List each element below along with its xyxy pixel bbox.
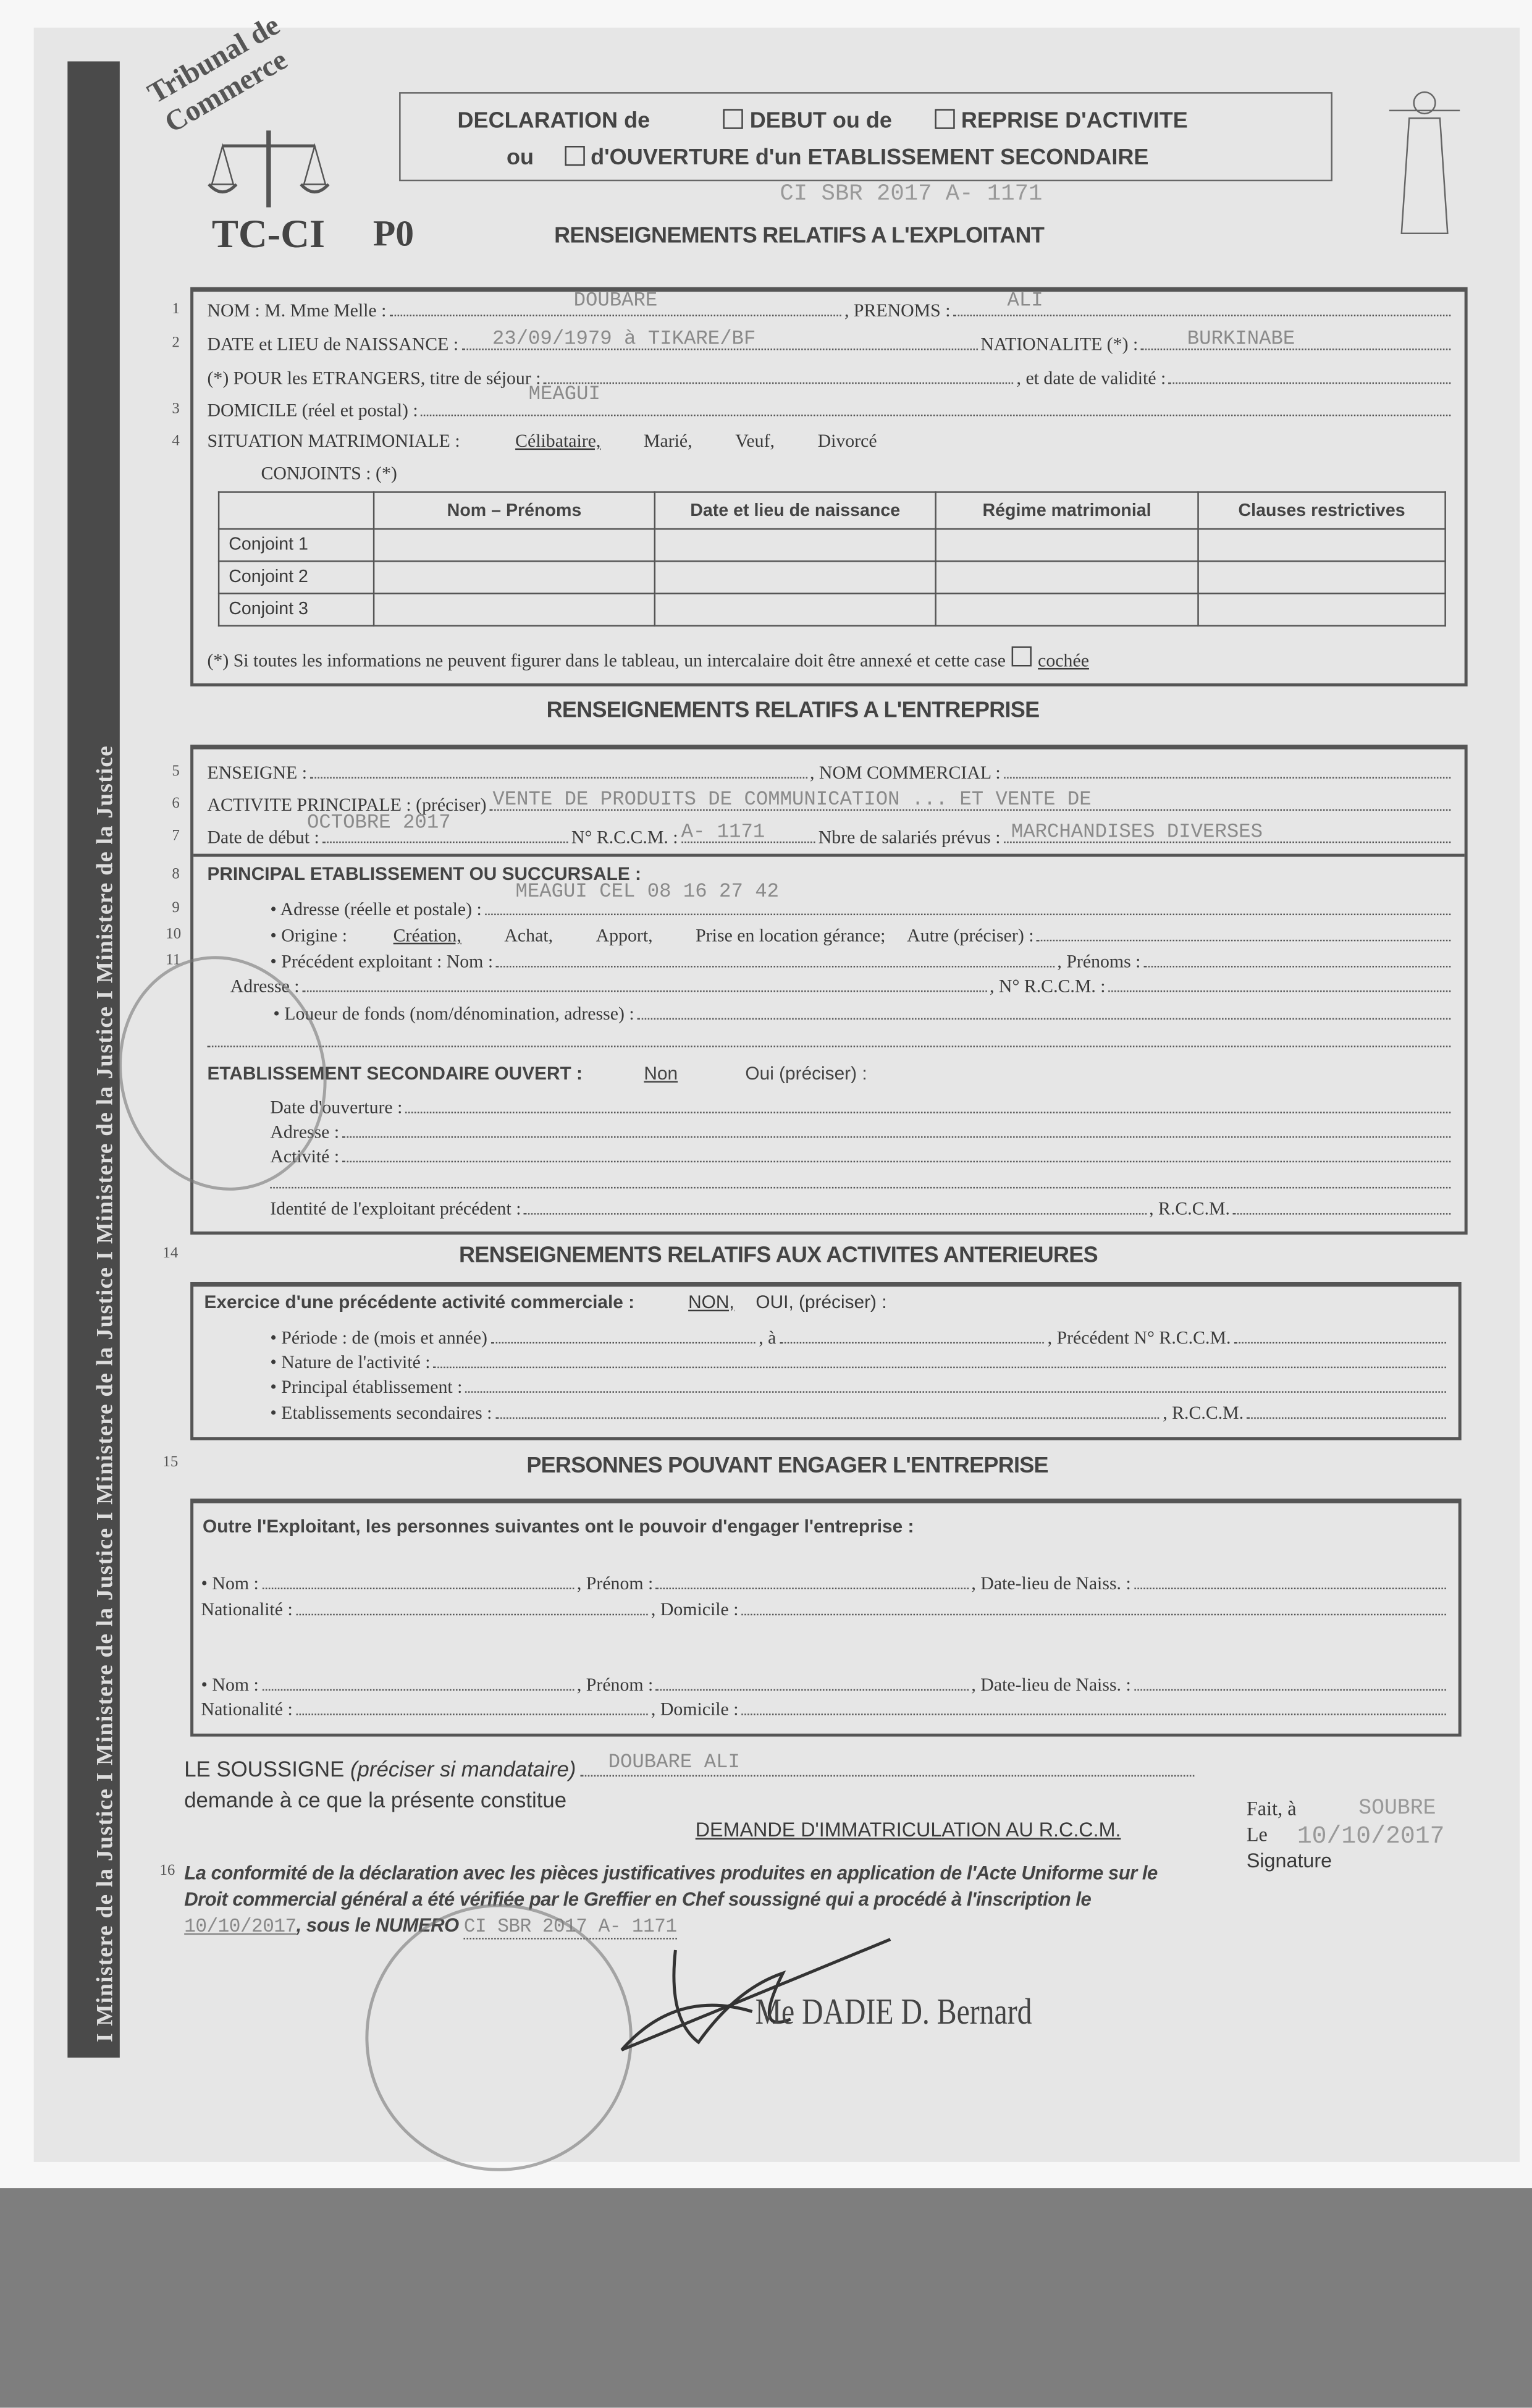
declaration-line-2	[507, 146, 1148, 171]
soussigne-note: (préciser si mandataire)	[350, 1756, 576, 1781]
demande-title: DEMANDE D'IMMATRICULATION AU R.C.C.M.	[695, 1818, 1121, 1841]
naissance-value: 23/09/1979 à TIKARE/BF	[492, 327, 756, 350]
line-number: 3	[172, 400, 180, 418]
naissance-field[interactable]	[461, 327, 977, 350]
adresse2-label: Adresse :	[230, 974, 300, 997]
secondaire-label: ETABLISSEMENT SECONDAIRE OUVERT :	[207, 1062, 583, 1084]
numero-value: CI SBR 2017 A- 1171	[464, 1916, 677, 1939]
person-1-nom-field[interactable]	[262, 1571, 574, 1589]
enseigne-field[interactable]	[310, 760, 807, 779]
column-header	[219, 492, 374, 529]
origine-label: • Origine :	[270, 924, 348, 946]
rccm-value: A- 1171	[681, 819, 765, 843]
nationalite-label: NATIONALITE (*) :	[980, 333, 1138, 355]
ouverture-checkbox[interactable]	[565, 146, 584, 166]
etrangers-label: (*) POUR les ETRANGERS, titre de séjour :	[207, 366, 541, 389]
nom-commercial-field[interactable]	[1004, 760, 1451, 779]
activite2-label: Activité :	[270, 1145, 340, 1167]
activite-field[interactable]	[489, 787, 1450, 811]
cell[interactable]	[374, 529, 655, 561]
le-value: 10/10/2017	[1297, 1822, 1445, 1851]
column-header: Régime matrimonial	[936, 492, 1198, 529]
option-marie[interactable]: Marié,	[643, 429, 692, 452]
precedent-rccm-field[interactable]	[1234, 1325, 1446, 1344]
section-title-anterieures: RENSEIGNEMENTS RELATIFS AUX ACTIVITES ANTERIEURES	[459, 1243, 1098, 1269]
person-2-date-lieu-field[interactable]	[1134, 1672, 1446, 1691]
rccm-field[interactable]	[1247, 1400, 1446, 1419]
principal-etab-label: • Principal établissement :	[270, 1375, 463, 1398]
cochee-label: cochée	[1038, 649, 1089, 671]
periode-de-field[interactable]	[490, 1325, 755, 1344]
date-ouverture-field[interactable]	[405, 1095, 1450, 1113]
nationalite-label: Nationalité :	[201, 1598, 293, 1620]
signature-label: Signature	[1246, 1848, 1332, 1872]
soussigne-field[interactable]	[581, 1750, 1194, 1776]
person-1-prenom-field[interactable]	[656, 1571, 968, 1589]
column-header: Nom – Prénoms	[374, 492, 655, 529]
inscription-date: 10/10/2017	[184, 1916, 297, 1938]
adresse-value: MEAGUI CEL 08 16 27 42	[515, 879, 780, 903]
row-label: Conjoint 1	[219, 529, 374, 561]
ou-label: ou	[507, 146, 534, 171]
fait-label: Fait, à	[1246, 1796, 1297, 1820]
loueur-field[interactable]	[638, 1001, 1451, 1020]
option-achat[interactable]: Achat,	[504, 924, 553, 946]
adresse3-label: Adresse :	[270, 1121, 340, 1143]
precedent-prenoms-label: , Prénoms :	[1057, 950, 1141, 973]
section-title-exploitant: RENSEIGNEMENTS RELATIFS A L'EXPLOITANT	[554, 224, 1045, 249]
conjoints-table	[218, 491, 1446, 627]
row-label: Conjoint 3	[219, 593, 374, 625]
row-identite	[270, 1196, 1454, 1219]
line-number: 5	[172, 763, 180, 780]
loueur-label: • Loueur de fonds (nom/dénomination, adresse) :	[273, 1002, 634, 1024]
row-activite-secondaire	[270, 1144, 1454, 1167]
conjoints-label: CONJOINTS : (*)	[261, 462, 397, 484]
declaration-line-1	[458, 109, 1188, 133]
lady-justice-icon	[1371, 80, 1478, 256]
numero-label: , sous le NUMERO	[296, 1914, 459, 1937]
situation-label: SITUATION MATRIMONIALE :	[207, 429, 460, 452]
secondaires-label: • Etablissements secondaires :	[270, 1401, 492, 1424]
domicile-label: DOMICILE (réel et postal) :	[207, 399, 418, 421]
logo-short: TC-CI	[211, 211, 326, 256]
row-date-debut	[207, 811, 1454, 848]
titre-sejour-field[interactable]	[544, 365, 1013, 384]
nom-value: DOUBARE	[573, 289, 658, 312]
exercice-label: Exercice d'une précédente activité commerciale :	[204, 1291, 635, 1313]
nom-label: • Nom :	[201, 1673, 259, 1696]
option-divorce[interactable]: Divorcé	[817, 429, 877, 452]
declaration-label: DECLARATION de	[457, 109, 650, 134]
rccm-field[interactable]	[681, 819, 815, 843]
option-celibataire[interactable]: Célibataire,	[515, 429, 601, 452]
secondaires-field[interactable]	[495, 1400, 1160, 1419]
salaries-label: Nbre de salariés prévus :	[818, 826, 1001, 848]
salaries-field[interactable]	[1003, 819, 1450, 843]
divider	[193, 854, 1465, 857]
table-header-row	[219, 492, 1446, 529]
option-non[interactable]: Non	[644, 1062, 678, 1084]
line-number: 2	[172, 334, 180, 352]
section-title-entreprise: RENSEIGNEMENTS RELATIFS A L'ENTREPRISE	[546, 698, 1040, 724]
line-number: 10	[166, 926, 182, 943]
cell[interactable]	[374, 561, 655, 593]
domicile-field[interactable]	[421, 382, 1451, 416]
naissance-label: DATE et LIEU de NAISSANCE :	[207, 333, 459, 355]
personnes-intro: Outre l'Exploitant, les personnes suivantes ont le pouvoir d'engager l'entreprise :	[203, 1515, 914, 1537]
option-oui[interactable]: OUI, (préciser) :	[755, 1291, 887, 1313]
precedent-prenoms-field[interactable]	[1143, 949, 1450, 968]
person-1-nationalite-field[interactable]	[296, 1597, 648, 1615]
option-oui[interactable]: Oui (préciser) :	[745, 1062, 867, 1084]
column-header: Clauses restrictives	[1198, 492, 1446, 529]
person-2-row-1	[201, 1672, 1449, 1695]
identite-label: Identité de l'exploitant précédent :	[270, 1198, 521, 1220]
nature-label: • Nature de l'activité :	[270, 1351, 431, 1373]
adresse-label: • Adresse (réelle et postale) :	[270, 898, 482, 920]
cell[interactable]	[655, 529, 936, 561]
date-ouverture-label: Date d'ouverture :	[270, 1096, 403, 1118]
reprise-checkbox[interactable]	[935, 109, 955, 129]
validite-label: , et date de validité :	[1016, 366, 1166, 389]
debut-checkbox[interactable]	[724, 109, 744, 129]
rccm-label: , R.C.C.M.	[1163, 1401, 1244, 1424]
nature-field[interactable]	[434, 1350, 1446, 1368]
registration-stamp: CI SBR 2017 A- 1171	[780, 181, 1043, 208]
prenom-label: , Prénom :	[576, 1673, 654, 1696]
precedent-nom-field[interactable]	[496, 949, 1054, 968]
person-2-nom-field[interactable]	[262, 1672, 574, 1691]
rccm3-label: , R.C.C.M.	[1149, 1198, 1231, 1220]
row-situation	[207, 430, 898, 452]
fait-value: SOUBRE	[1358, 1796, 1436, 1822]
option-location-gerance[interactable]: Prise en location gérance;	[696, 924, 886, 946]
line-number: 8	[172, 866, 180, 883]
conformite-text: La conformité de la déclaration avec les pièces justificatives produites en application de l'Acte Uniforme sur le Droit commercial général a été vérifiée par le Greffier en Chef soussigné qui a procédé à l'inscription le	[184, 1862, 1158, 1911]
person-2-row-2	[201, 1697, 1449, 1720]
le-label: Le	[1246, 1822, 1268, 1846]
validite-field[interactable]	[1169, 365, 1450, 384]
scanner-background	[0, 2188, 1532, 2407]
nationalite-field[interactable]	[1141, 327, 1450, 350]
logo-arc-text: Tribunal de Commerce	[143, 9, 293, 140]
row-precedent	[270, 949, 1454, 972]
row-periode	[270, 1325, 1449, 1348]
soussigne-value: DOUBARE ALI	[608, 1750, 740, 1774]
line-number: 6	[172, 795, 180, 813]
demande-text: demande à ce que la présente constitue	[184, 1787, 567, 1812]
person-2-domicile-field[interactable]	[742, 1697, 1446, 1715]
person-2-prenom-field[interactable]	[656, 1672, 968, 1691]
date-debut-value: OCTOBRE 2017	[306, 811, 451, 834]
nom-label: • Nom :	[201, 1572, 259, 1594]
cell[interactable]	[1198, 561, 1446, 593]
adresse3-field[interactable]	[342, 1120, 1450, 1138]
autre-label: Autre (préciser) :	[907, 924, 1034, 946]
domicile-label: , Domicile :	[650, 1698, 739, 1720]
option-non[interactable]: NON,	[688, 1291, 734, 1313]
autre-field[interactable]	[1037, 923, 1450, 941]
option-apport[interactable]: Apport,	[596, 924, 653, 946]
periode-label: • Période : de (mois et année)	[270, 1327, 487, 1348]
line-number: 16	[159, 1862, 175, 1880]
debut-label: DEBUT ou de	[749, 109, 892, 134]
table-row	[219, 561, 1446, 593]
intercalaire-checkbox[interactable]	[1012, 646, 1032, 666]
cell[interactable]	[936, 561, 1198, 593]
cell[interactable]	[374, 593, 655, 625]
date-lieu-label: , Date-lieu de Naiss. :	[971, 1673, 1131, 1696]
principal-etab-field[interactable]	[465, 1374, 1446, 1393]
cell[interactable]	[1198, 593, 1446, 625]
person-1-date-lieu-field[interactable]	[1134, 1571, 1446, 1589]
a-label: , à	[759, 1327, 777, 1348]
soussigne-label: LE SOUSSIGNE	[184, 1756, 345, 1781]
person-1-row-1	[201, 1571, 1449, 1594]
footnote	[207, 646, 1088, 671]
precedent-label: • Précédent exploitant : Nom :	[270, 950, 494, 973]
enseigne-label: ENSEIGNE :	[207, 761, 307, 784]
activite2-field[interactable]	[342, 1144, 1450, 1162]
row-exercice	[204, 1291, 887, 1313]
nationalite-value: BURKINABE	[1187, 327, 1295, 350]
footnote-text: (*) Si toutes les informations ne peuvent figurer dans le tableau, un intercalaire doit être annexé et cette case	[207, 649, 1006, 671]
prenoms-field[interactable]	[953, 289, 1450, 316]
greffier-name: Me DADIE D. Bernard	[755, 1993, 1032, 2034]
row-nature	[270, 1350, 1449, 1372]
line-number: 4	[172, 433, 180, 450]
row-naissance	[207, 327, 1454, 355]
ouverture-label: d'OUVERTURE d'un ETABLISSEMENT SECONDAIRE	[591, 146, 1149, 171]
adresse2-field[interactable]	[303, 973, 987, 992]
blank-field[interactable]	[270, 1170, 1450, 1189]
prenoms-value: ALI	[1007, 289, 1043, 312]
table-row	[219, 593, 1446, 625]
person-1-domicile-field[interactable]	[742, 1597, 1446, 1615]
option-veuf[interactable]: Veuf,	[735, 429, 775, 452]
row-blank	[270, 1170, 1454, 1189]
date-debut-field[interactable]	[306, 811, 568, 843]
rccm-label: N° R.C.C.M. :	[571, 826, 678, 848]
line-number: 14	[162, 1245, 179, 1262]
line-number: 9	[172, 900, 180, 917]
row-domicile	[207, 382, 1454, 421]
activite-value-continued: MARCHANDISES DIVERSES	[1011, 819, 1263, 843]
reprise-label: REPRISE D'ACTIVITE	[961, 109, 1188, 134]
rccm3-field[interactable]	[1233, 1196, 1450, 1215]
row-adresse-precedent	[230, 973, 1454, 996]
prenom-label: , Prénom :	[576, 1572, 654, 1594]
cell[interactable]	[655, 561, 936, 593]
person-2-nationalite-field[interactable]	[296, 1697, 648, 1715]
cell[interactable]	[655, 593, 936, 625]
adresse-field[interactable]	[485, 879, 1451, 915]
row-principal	[270, 1374, 1449, 1397]
cell[interactable]	[1198, 529, 1446, 561]
activite-value: VENTE DE PRODUITS DE COMMUNICATION ... ET VENTE DE	[492, 787, 1092, 811]
domicile-label: , Domicile :	[650, 1598, 739, 1620]
line-number: 15	[162, 1454, 179, 1471]
row-enseigne	[207, 760, 1454, 783]
line-number: 1	[172, 301, 180, 318]
nationalite-label: Nationalité :	[201, 1698, 293, 1720]
nom-commercial-label: , NOM COMMERCIAL :	[809, 761, 1001, 784]
date-debut-label: Date de début :	[207, 826, 319, 848]
domicile-value: MEAGUI	[528, 382, 600, 406]
activite-label: ACTIVITE PRINCIPALE : (préciser)	[207, 793, 487, 816]
ministry-strip-text: I Ministere de la Justice I Ministere de la Justice I Ministere de la Justice I Ministere de la Justice I Ministere de la Justice	[93, 745, 119, 2043]
row-loueur	[273, 1001, 1454, 1024]
row-date-ouverture	[270, 1095, 1454, 1118]
row-nom	[207, 289, 1454, 321]
nom-label: NOM : M. Mme Melle :	[207, 299, 387, 321]
cell[interactable]	[936, 529, 1198, 561]
row-origine	[270, 923, 1454, 945]
row-adresse	[270, 879, 1454, 920]
line-number: 11	[166, 952, 181, 970]
row-etrangers	[207, 365, 1454, 388]
identite-field[interactable]	[524, 1196, 1146, 1215]
row-adresse-secondaire	[270, 1120, 1454, 1143]
person-1-row-2	[201, 1597, 1449, 1620]
row-secondaires	[270, 1400, 1449, 1423]
date-lieu-label: , Date-lieu de Naiss. :	[971, 1572, 1131, 1594]
section-title-personnes: PERSONNES POUVANT ENGAGER L'ENTREPRISE	[526, 1454, 1048, 1479]
rccm2-label: , N° R.C.C.M. :	[990, 974, 1106, 997]
loueur-field-2[interactable]	[207, 1029, 1450, 1047]
periode-a-field[interactable]	[779, 1325, 1044, 1344]
column-header: Date et lieu de naissance	[655, 492, 936, 529]
row-loueur-continued	[207, 1029, 1454, 1047]
precedent-rccm-label: , Précédent N° R.C.C.M.	[1047, 1327, 1231, 1348]
line-number: 7	[172, 827, 180, 845]
nom-field[interactable]	[389, 289, 841, 316]
prenoms-label: , PRENOMS :	[844, 299, 951, 321]
row-soussigne	[184, 1750, 1197, 1781]
tribunal-logo	[143, 9, 429, 268]
principal-label: PRINCIPAL ETABLISSEMENT OU SUCCURSALE :	[207, 863, 641, 885]
cell[interactable]	[936, 593, 1198, 625]
table-row	[219, 529, 1446, 561]
option-creation[interactable]: Création,	[393, 924, 461, 946]
form-code: P0	[372, 214, 415, 255]
rccm2-field[interactable]	[1109, 973, 1451, 992]
row-label: Conjoint 2	[219, 561, 374, 593]
